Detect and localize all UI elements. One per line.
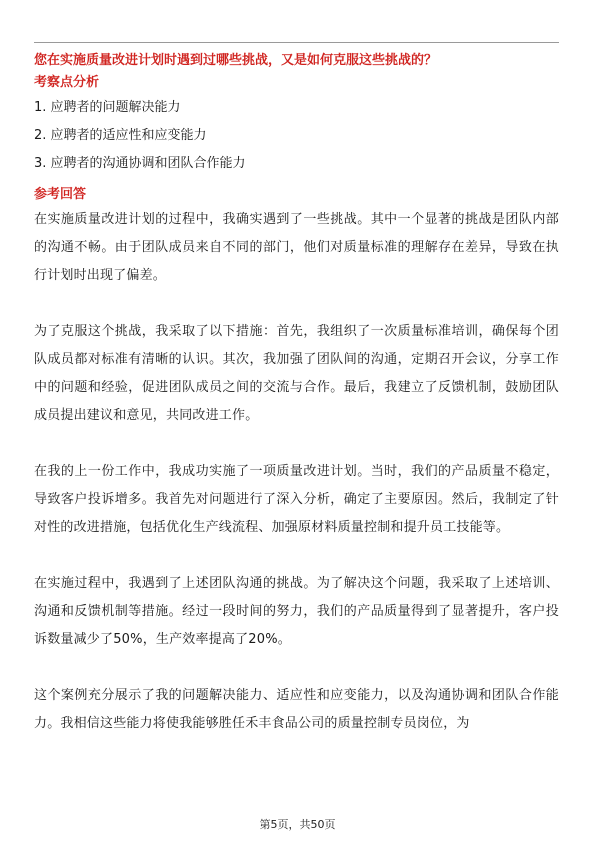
answer-title: 参考回答 — [34, 187, 87, 202]
page-body — [34, 50, 559, 738]
question-heading: 您在实施质量改进计划时遇到过哪些挑战，又是如何克服这些挑战的？ — [34, 53, 438, 68]
answer-body — [34, 206, 559, 738]
answer-paragraph: 在实施过程中，我遇到了上述团队沟通的挑战。为了解决这个问题，我采取了上述培训、沟通和反馈机制等措施。经过一段时间的努力，我们的产品质量得到了显著提升，客户投诉数量减少了50%，生产效率提高了20%。 — [34, 576, 559, 647]
page-number-footer: 第5页，共50页 — [259, 818, 336, 831]
answer-paragraph: 这个案例充分展示了我的问题解决能力、适应性和应变能力，以及沟通协调和团队合作能力。我相信这些能力将使我能够胜任禾丰食品公司的质量控制专员岗位，为 — [34, 688, 559, 731]
answer-paragraph: 在实施质量改进计划的过程中，我确实遇到了一些挑战。其中一个显著的挑战是团队内部的沟通不畅。由于团队成员来自不同的部门，他们对质量标准的理解存在差异，导致在执行计划时出现了偏差。 — [34, 212, 559, 283]
analysis-point: 3. 应聘者的沟通协调和团队合作能力 — [34, 156, 246, 171]
answer-paragraph: 在我的上一份工作中，我成功实施了一项质量改进计划。当时，我们的产品质量不稳定，导致客户投诉增多。我首先对问题进行了深入分析，确定了主要原因。然后，我制定了针对性的改进措施，包括优化生产线流程、加强原材料质量控制和提升员工技能等。 — [34, 464, 559, 535]
answer-paragraph: 为了克服这个挑战，我采取了以下措施：首先，我组织了一次质量标准培训，确保每个团队成员都对标准有清晰的认识。其次，我加强了团队间的沟通，定期召开会议，分享工作中的问题和经验，促进团队成员之间的交流与合作。最后，我建立了反馈机制，鼓励团队成员提出建议和意见，共同改进工作。 — [34, 324, 559, 423]
header-rule — [34, 42, 559, 43]
analysis-point: 2. 应聘者的适应性和应变能力 — [34, 128, 207, 143]
analysis-title: 考察点分析 — [34, 75, 100, 90]
analysis-point: 1. 应聘者的问题解决能力 — [34, 100, 181, 115]
